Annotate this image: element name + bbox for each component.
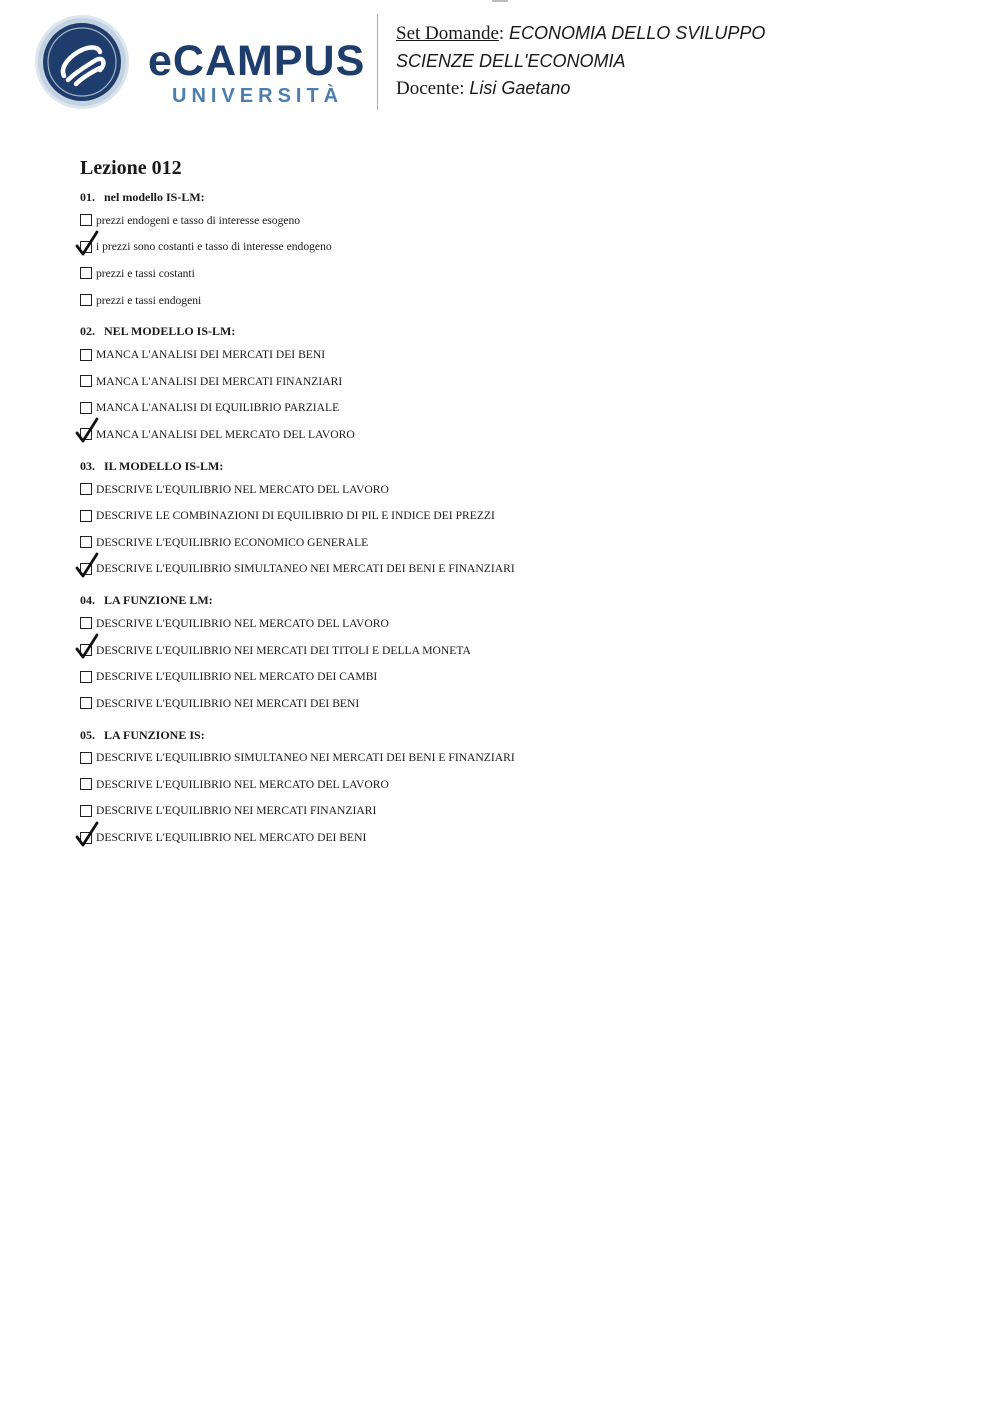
checkbox[interactable] (80, 536, 92, 548)
checkbox[interactable] (80, 752, 92, 764)
question-4 (80, 590, 960, 716)
checkbox[interactable] (80, 805, 92, 817)
teacher-label: Docente: (396, 78, 465, 99)
question-heading (80, 187, 960, 207)
answer-text: DESCRIVE L'EQUILIBRIO NEL MERCATO DEL LAVORO (96, 777, 389, 791)
answer-text: DESCRIVE L'EQUILIBRIO SIMULTANEO NEI MERCATI DEI BENI E FINANZIARI (96, 562, 515, 576)
answer-text: DESCRIVE L'EQUILIBRIO SIMULTANEO NEI MERCATI DEI BENI E FINANZIARI (96, 751, 515, 765)
teacher-name: Lisi Gaetano (469, 78, 571, 98)
answer-text: DESCRIVE L'EQUILIBRIO NEI MERCATI DEI TITOLI E DELLA MONETA (96, 643, 471, 657)
checkbox[interactable] (80, 294, 92, 306)
answer-option[interactable] (80, 798, 960, 825)
question-number: 02. (80, 324, 95, 339)
answer-option[interactable] (80, 502, 960, 529)
checkbox[interactable] (80, 510, 92, 522)
question-text: LA FUNZIONE IS: (104, 727, 205, 742)
checkbox[interactable] (80, 214, 92, 226)
checked-checkbox[interactable] (80, 241, 92, 253)
question-heading (80, 321, 960, 341)
checkbox[interactable] (80, 697, 92, 709)
set-line (396, 20, 765, 48)
question-heading (80, 456, 960, 476)
document-header (0, 0, 1000, 130)
ecampus-logo (34, 14, 364, 112)
checkbox[interactable] (80, 617, 92, 629)
answer-option[interactable] (80, 234, 960, 261)
answer-option[interactable] (80, 637, 960, 664)
answer-option[interactable] (80, 207, 960, 234)
answer-text: MANCA L'ANALISI DI EQUILIBRIO PARZIALE (96, 401, 340, 415)
question-heading (80, 590, 960, 610)
answer-option[interactable] (80, 610, 960, 637)
answer-text: prezzi e tassi costanti (96, 266, 195, 280)
answer-option[interactable] (80, 690, 960, 717)
quiz-content (80, 155, 960, 859)
answer-text: MANCA L'ANALISI DEI MERCATI FINANZIARI (96, 374, 343, 388)
ecampus-seal-icon (34, 14, 134, 114)
course-title: ECONOMIA DELLO SVILUPPO (508, 23, 766, 43)
answer-text: DESCRIVE L'EQUILIBRIO NEL MERCATO DEI BENI (96, 831, 367, 845)
answer-text: MANCA L'ANALISI DEL MERCATO DEL LAVORO (96, 427, 355, 441)
answer-option[interactable] (80, 287, 960, 314)
question-number: 05. (80, 727, 95, 742)
checked-checkbox[interactable] (80, 563, 92, 575)
question-text: IL MODELLO IS-LM: (104, 458, 224, 473)
question-number: 01. (80, 190, 95, 204)
answer-option[interactable] (80, 395, 960, 422)
question-list (80, 187, 960, 851)
question-5 (80, 725, 960, 851)
checkbox[interactable] (80, 267, 92, 279)
answer-text: prezzi endogeni e tasso di interesse esogeno (96, 213, 301, 227)
question-text: nel modello IS-LM: (104, 190, 205, 204)
course-subtitle: SCIENZE DELL'ECONOMIA (396, 50, 626, 71)
checked-checkbox[interactable] (80, 832, 92, 844)
answer-option[interactable] (80, 771, 960, 798)
question-3 (80, 456, 960, 582)
answer-text: DESCRIVE L'EQUILIBRIO NEL MERCATO DEL LAVORO (96, 616, 389, 630)
question-heading (80, 725, 960, 745)
course-line-2 (396, 48, 765, 76)
answer-option[interactable] (80, 260, 960, 287)
question-text: LA FUNZIONE LM: (104, 593, 213, 608)
answer-text: DESCRIVE L'EQUILIBRIO NEI MERCATI FINANZIARI (96, 804, 377, 818)
answer-option[interactable] (80, 368, 960, 395)
brand-name: eCAMPUS (148, 37, 366, 85)
answer-text: DESCRIVE L'EQUILIBRIO NEI MERCATI DEI BENI (96, 696, 360, 710)
answer-text: DESCRIVE LE COMBINAZIONI DI EQUILIBRIO DI PIL E INDICE DEI PREZZI (96, 509, 495, 523)
answer-text: prezzi e tassi endogeni (96, 293, 202, 307)
header-divider (377, 14, 378, 110)
answer-option[interactable] (80, 663, 960, 690)
question-number: 04. (80, 593, 95, 608)
header-info (396, 20, 765, 103)
answer-option[interactable] (80, 421, 960, 448)
checked-checkbox[interactable] (80, 428, 92, 440)
question-number: 03. (80, 458, 95, 473)
answer-text: DESCRIVE L'EQUILIBRIO NEL MERCATO DEL LAVORO (96, 482, 389, 496)
answer-text: MANCA L'ANALISI DEI MERCATI DEI BENI (96, 348, 326, 362)
answer-text: DESCRIVE L'EQUILIBRIO ECONOMICO GENERALE (96, 535, 369, 549)
answer-option[interactable] (80, 745, 960, 772)
set-label: Set Domande (396, 23, 499, 44)
answer-option[interactable] (80, 341, 960, 368)
lesson-title: Lezione 012 (80, 157, 182, 179)
answer-text: DESCRIVE L'EQUILIBRIO NEL MERCATO DEI CAMBI (96, 670, 378, 684)
answer-option[interactable] (80, 556, 960, 583)
checkbox[interactable] (80, 402, 92, 414)
checkbox[interactable] (80, 483, 92, 495)
checkbox[interactable] (80, 349, 92, 361)
answer-option[interactable] (80, 824, 960, 851)
answer-option[interactable] (80, 529, 960, 556)
question-2 (80, 321, 960, 447)
teacher-line (396, 75, 765, 103)
checked-checkbox[interactable] (80, 644, 92, 656)
brand-subtitle: UNIVERSITÀ (172, 85, 344, 107)
answer-text: i prezzi sono costanti e tasso di interesse endogeno (96, 240, 332, 254)
checkbox[interactable] (80, 375, 92, 387)
checkbox[interactable] (80, 778, 92, 790)
checkbox[interactable] (80, 671, 92, 683)
set-colon: : (498, 23, 505, 44)
answer-option[interactable] (80, 476, 960, 503)
question-text: NEL MODELLO IS-LM: (104, 324, 236, 339)
question-1 (80, 187, 960, 313)
